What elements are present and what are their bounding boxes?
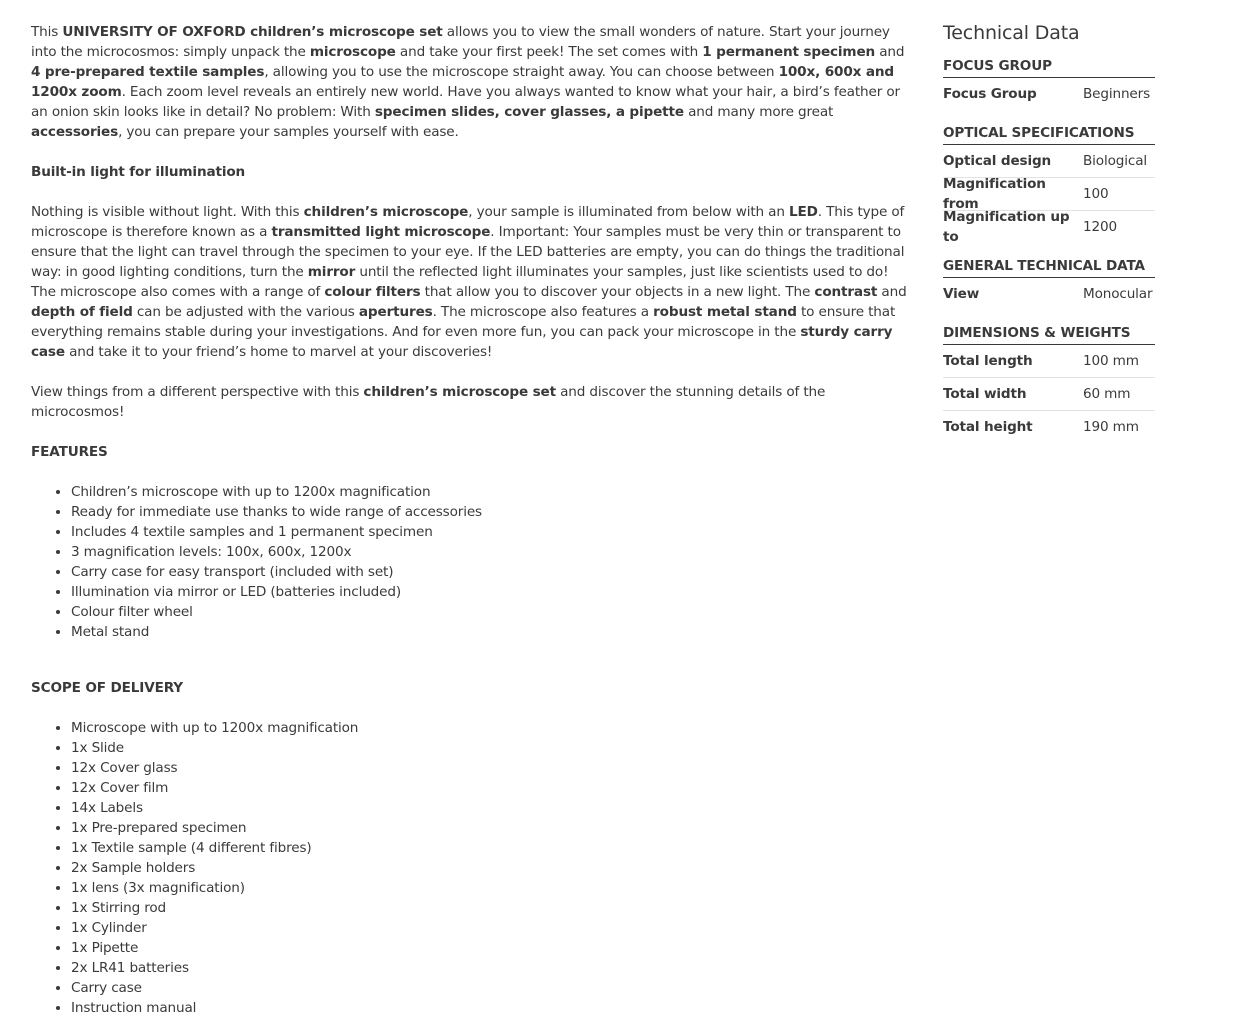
spec-group [943,56,1155,110]
spec-group-title: GENERAL TECHNICAL DATA [943,256,1155,278]
body-text: and discover the stunning details of the microcosmos! [31,384,826,420]
body-text: . This type of microscope is therefore known as a [31,204,905,240]
delivery-heading: SCOPE OF DELIVERY [31,680,183,696]
emphasis-text: contrast [814,284,878,300]
list-item: • Metal stand [71,622,916,642]
body-text: until the reflected light illuminates your samples, just like scientists used to do! The microscope also comes with a range of [31,264,889,300]
spec-value: Monocular [1083,286,1153,302]
list-item: • 12x Cover film [71,778,916,798]
spec-group [943,323,1155,443]
spec-row [943,211,1155,243]
spec-row [943,345,1155,378]
list-item: • Carry case for easy transport (included with set) [71,562,916,582]
body-text: View things from a different perspective with this [31,384,364,400]
spec-label: Total length [943,353,1033,369]
spec-label: Magnification from [943,176,1046,212]
list-item: • Illumination via mirror or LED (batteries included) [71,582,916,602]
emphasis-text: apertures [358,304,433,320]
technical-data-title: Technical Data [943,22,1080,44]
spec-group-title: OPTICAL SPECIFICATIONS [943,123,1155,145]
spec-label: View [943,286,980,302]
body-text: can be adjusted with the various [132,304,359,320]
spec-value: 100 [1083,186,1109,202]
list-item: • 1x Cylinder [71,918,916,938]
list-item: • 1x Slide [71,738,916,758]
body-text: and take your first peek! The set comes with [395,44,703,60]
emphasis-text: children’s microscope set [363,384,556,400]
spec-row [943,411,1155,443]
list-item: • Colour filter wheel [71,602,916,622]
list-item: • 2x Sample holders [71,858,916,878]
spec-group-title: DIMENSIONS & WEIGHTS [943,323,1155,345]
list-item: • Carry case [71,978,916,998]
spec-value: 1200 [1083,219,1117,235]
perspective-paragraph [31,382,916,422]
body-text: allows you to view the small wonders of nature. Start your journey into the microcosmos: simply unpack the [31,24,890,60]
delivery-list [31,718,916,1018]
emphasis-text: 4 pre-prepared textile samples [31,64,265,80]
body-text: , your sample is illuminated from below with an [468,204,789,220]
emphasis-text: UNIVERSITY OF OXFORD children’s microscope set [62,24,443,40]
spec-label: Total width [943,386,1027,402]
list-item: • Microscope with up to 1200x magnification [71,718,916,738]
list-item: • Ready for immediate use thanks to wide range of accessories [71,502,916,522]
emphasis-text: children’s microscope [303,204,469,220]
emphasis-text: transmitted light microscope [271,224,491,240]
list-item: • Children’s microscope with up to 1200x magnification [71,482,916,502]
spec-label: Optical design [943,153,1052,169]
spec-label: Magnification up to [943,209,1070,245]
emphasis-text: microscope [309,44,396,60]
emphasis-text: LED [788,204,818,220]
spec-value: Beginners [1083,86,1151,102]
emphasis-text: specimen slides, cover glasses, a pipette [374,104,684,120]
body-text: to ensure that everything remains stable during your investigations. And for even more fun, you can pack your microscope in the [31,304,896,340]
light-heading: Built-in light for illumination [31,164,246,180]
body-text: and [877,284,907,300]
body-text: , allowing you to use the microscope straight away. You can choose between [264,64,779,80]
emphasis-text: sturdy carry case [31,324,893,360]
emphasis-text: depth of field [31,304,133,320]
list-item: • 2x LR41 batteries [71,958,916,978]
spec-value: 190 mm [1083,419,1139,435]
body-text: and take it to your friend’s home to marvel at your discoveries! [64,344,493,360]
body-text: and [875,44,905,60]
spec-group [943,123,1155,243]
spec-row [943,378,1155,411]
list-item: • 3 magnification levels: 100x, 600x, 1200x [71,542,916,562]
list-item: • 1x Textile sample (4 different fibres) [71,838,916,858]
spec-value: 100 mm [1083,353,1139,369]
emphasis-text: mirror [307,264,356,280]
list-item: • Includes 4 textile samples and 1 permanent specimen [71,522,916,542]
list-item: • 12x Cover glass [71,758,916,778]
intro-paragraph [31,22,916,142]
body-text: . The microscope also features a [432,304,654,320]
spec-value: Biological [1083,153,1147,169]
spec-group-title: FOCUS GROUP [943,56,1155,78]
list-item: • 1x lens (3x magnification) [71,878,916,898]
body-text: Nothing is visible without light. With this [31,204,304,220]
emphasis-text: 100x, 600x and 1200x zoom [31,64,894,100]
emphasis-text: colour filters [324,284,421,300]
light-paragraph [31,202,916,362]
body-text: . Each zoom level reveals an entirely new world. Have you always wanted to know what your hair, a bird’s feather or an onion skin looks like in detail? No problem: With [31,84,900,120]
spec-label: Focus Group [943,86,1037,102]
technical-data-panel [943,20,1155,456]
emphasis-text: accessories [31,124,119,140]
features-heading: FEATURES [31,444,108,460]
features-list [31,482,916,642]
list-item: • 1x Pipette [71,938,916,958]
emphasis-text: 1 permanent specimen [702,44,876,60]
spec-value: 60 mm [1083,386,1131,402]
list-item: • Instruction manual [71,998,916,1018]
list-item: • 1x Stirring rod [71,898,916,918]
spec-row [943,78,1155,110]
spec-row [943,278,1155,310]
body-text: This [31,24,63,40]
spec-label: Total height [943,419,1033,435]
list-item: • 1x Pre-prepared specimen [71,818,916,838]
body-text: , you can prepare your samples yourself with ease. [118,124,459,140]
emphasis-text: robust metal stand [653,304,797,320]
technical-data-groups [943,56,1155,443]
spec-group [943,256,1155,310]
body-text: that allow you to discover your objects in a new light. The [420,284,815,300]
body-text: and many more great [683,104,834,120]
product-description [31,22,916,1018]
body-text: . Important: Your samples must be very thin or transparent to ensure that the light can travel through the specimen to your eye. If the LED batteries are empty, you can do things the traditional way: in good lighting conditions, turn the [31,224,905,280]
list-item: • 14x Labels [71,798,916,818]
